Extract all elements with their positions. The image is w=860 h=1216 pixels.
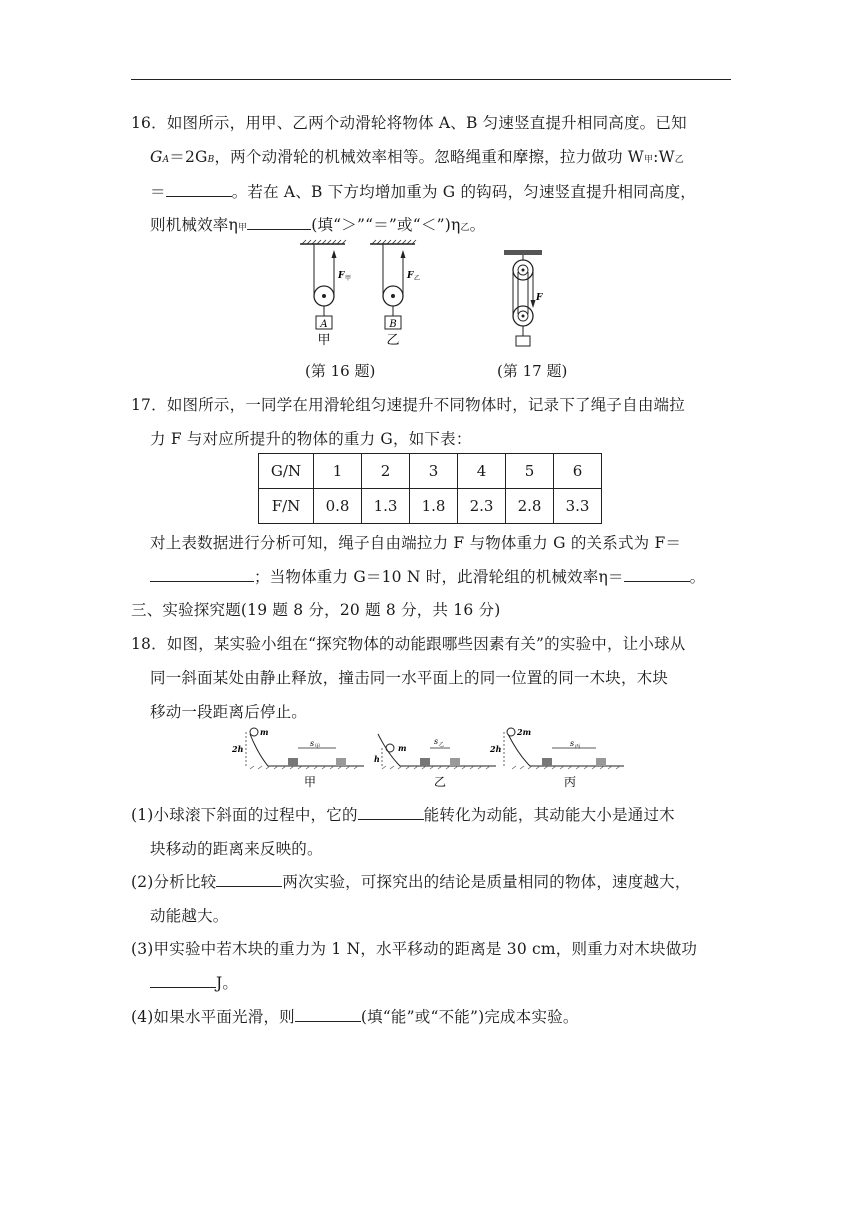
- pulley-jia: [300, 240, 346, 329]
- force-yi-label: F: [407, 271, 414, 281]
- table-header-g: G/N: [259, 454, 314, 489]
- q17-line-4: ；当物体重力 G＝10 N 时，此滑轮组的机械效率η＝ 。: [150, 565, 705, 587]
- q18-part-2-line-2: 动能越大。: [150, 907, 229, 925]
- q18-part-3-line-1: (3)甲实验中若木块的重力为 1 N，水平移动的距离是 30 cm，则重力对木块做功: [131, 940, 698, 958]
- table-cell: 1.8: [410, 489, 458, 524]
- q18-part-1-line-2: 块移动的距离来反映的。: [150, 840, 323, 858]
- figure-16-name-yi: 乙: [386, 333, 400, 348]
- table-cell: 1.3: [362, 489, 410, 524]
- answer-blank-energy-type[interactable]: [358, 805, 424, 820]
- table-cell: 1: [314, 454, 362, 489]
- table-cell: 3.3: [554, 489, 602, 524]
- figure-16-caption: (第 16 题): [305, 362, 376, 380]
- top-rule: [131, 79, 731, 80]
- jia-mass-label: m: [260, 727, 269, 737]
- q16-line-3: ＝ 。若在 A、B 下方均增加重为 G 的钩码，匀速竖直提升相同高度，: [150, 183, 696, 201]
- figure-17-caption: (第 17 题): [497, 362, 568, 380]
- experiment-yi-name: 乙: [433, 775, 447, 789]
- yi-distance-label: s: [434, 737, 439, 746]
- table-header-f: F/N: [259, 489, 314, 524]
- section-3-heading: 三、实验探究题(19 题 8 分，20 题 8 分，共 16 分): [131, 601, 501, 619]
- yi-mass-label: m: [398, 743, 407, 753]
- q18-part-4-line-1: (4)如果水平面光滑，则 (填“能”或“不能”)完成本实验。: [131, 1008, 579, 1026]
- block-b-label: B: [389, 319, 397, 330]
- table-cell: 0.8: [314, 489, 362, 524]
- table-cell: 2.8: [506, 489, 554, 524]
- force-f-label: F: [536, 293, 543, 303]
- force-yi-sub: 乙: [414, 275, 421, 282]
- q18-line-3: 移动一段距离后停止。: [150, 703, 308, 721]
- jia-height-label: 2h: [232, 744, 244, 754]
- bing-distance-sub: 丙: [575, 744, 581, 750]
- q18-part-3-line-2: J。: [150, 971, 238, 993]
- q16-line-2: GA＝2GB，两个动滑轮的机械效率相等。忽略绳重和摩擦，拉力做功 W甲:W乙: [150, 148, 684, 166]
- q16-line-1: 16．如图所示，用甲、乙两个动滑轮将物体 A、B 匀速竖直提升相同高度。已知: [131, 114, 687, 132]
- table-cell: 5: [506, 454, 554, 489]
- experiment-jia-name: 甲: [303, 775, 317, 789]
- figure-17-pulley-block: [500, 250, 560, 350]
- answer-blank-work-ratio[interactable]: [166, 182, 232, 197]
- answer-blank-gravity-work[interactable]: [150, 973, 216, 988]
- q18-part-1-line-1: (1)小球滚下斜面的过程中，它的 能转化为动能，其动能大小是通过木: [131, 806, 675, 824]
- bing-distance-label: s: [570, 739, 575, 748]
- q17-line-3: 对上表数据进行分析可知，绳子自由端拉力 F 与物体重力 G 的关系式为 F＝: [150, 534, 682, 552]
- figure-18-ramp-experiments: [232, 724, 628, 794]
- answer-blank-can-or-cannot[interactable]: [295, 1007, 361, 1022]
- yi-height-label: h: [374, 754, 380, 764]
- q18-line-2: 同一斜面某处由静止释放，撞击同一水平面上的同一位置的同一木块，木块: [150, 669, 669, 687]
- jia-distance-sub: 甲: [315, 744, 321, 750]
- bing-mass-label: 2m: [517, 727, 532, 737]
- table-cell: 4: [458, 454, 506, 489]
- bing-height-label: 2h: [490, 744, 502, 754]
- table-cell: 2: [362, 454, 410, 489]
- jia-distance-label: s: [310, 739, 315, 748]
- answer-blank-efficiency[interactable]: [624, 567, 690, 582]
- figure-16-pulleys: [290, 240, 440, 355]
- q16-line-4: 则机械效率η甲 (填“＞”“＝”或“＜”)η乙。: [150, 216, 486, 234]
- answer-blank-efficiency-compare[interactable]: [247, 215, 311, 230]
- force-jia-label: F: [338, 271, 345, 281]
- table-cell: 2.3: [458, 489, 506, 524]
- q18-part-2-line-1: (2)分析比较 两次实验，可探究出的结论是质量相同的物体，速度越大，: [131, 873, 691, 891]
- g-f-data-table: [258, 453, 602, 524]
- table-row-f: [259, 489, 602, 524]
- yi-distance-sub: 乙: [439, 742, 445, 748]
- q17-line-2: 力 F 与对应所提升的物体的重力 G，如下表：: [150, 430, 472, 448]
- answer-blank-compare-experiments[interactable]: [216, 872, 282, 887]
- block-a-label: A: [320, 319, 328, 330]
- answer-blank-relation[interactable]: [150, 567, 254, 582]
- experiment-bing-name: 丙: [563, 775, 577, 789]
- table-cell: 6: [554, 454, 602, 489]
- q18-line-1: 18．如图，某实验小组在“探究物体的动能跟哪些因素有关”的实验中，让小球从: [131, 635, 686, 653]
- table-cell: 3: [410, 454, 458, 489]
- force-jia-sub: 甲: [345, 275, 352, 282]
- figure-16-name-jia: 甲: [317, 333, 331, 348]
- table-row-g: [259, 454, 602, 489]
- q17-line-1: 17．如图所示，一同学在用滑轮组匀速提升不同物体时，记录下了绳子自由端拉: [131, 396, 685, 414]
- pulley-yi: [370, 240, 416, 329]
